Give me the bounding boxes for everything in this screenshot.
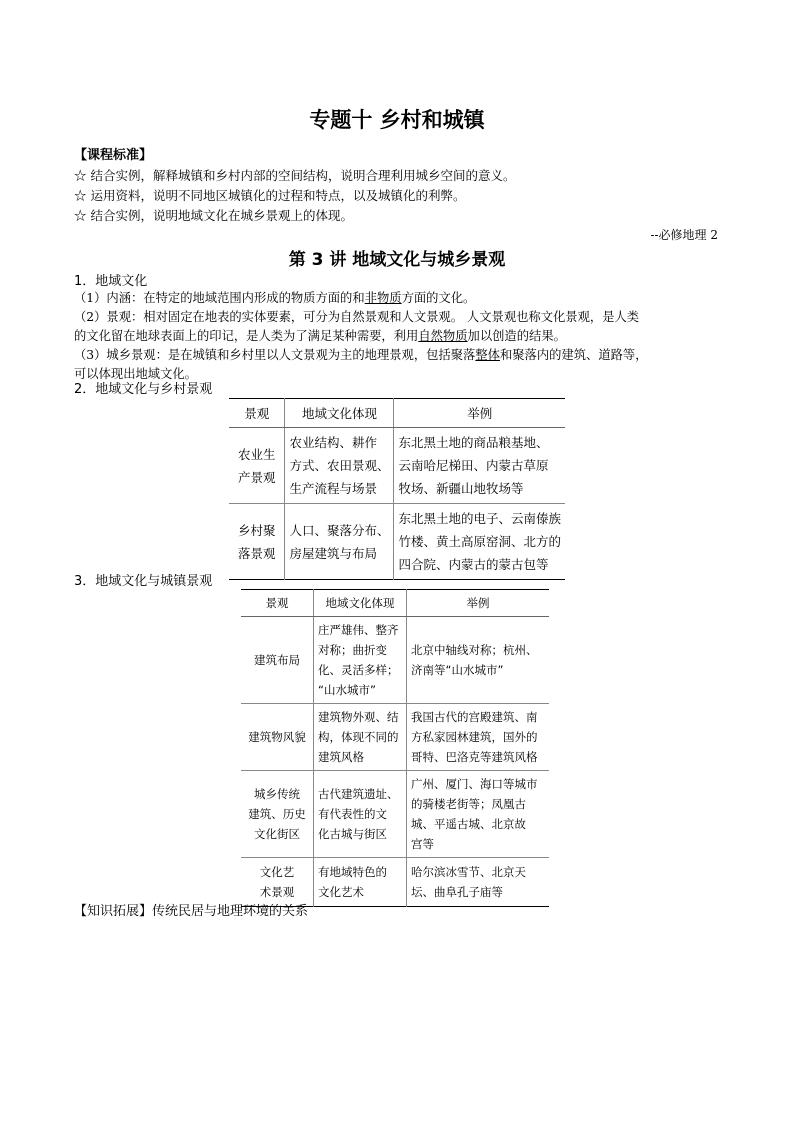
landscape-name: 建筑布局 bbox=[254, 653, 300, 667]
connotation-line: （1）内涵：在特定的地域范围内形成的物质方面的和非物质方面的文化。 bbox=[74, 291, 476, 305]
course-standards bbox=[74, 146, 734, 226]
table-row bbox=[241, 617, 549, 704]
table-header-row bbox=[241, 590, 549, 617]
culture-cell: 庄严雄伟、整齐 对称；曲折变 化、灵活多样； “山水城市” bbox=[314, 617, 407, 704]
table-header-row bbox=[229, 399, 565, 428]
column-header: 景观 bbox=[241, 590, 314, 617]
landscape-name: 建筑物风貌 bbox=[241, 704, 314, 771]
landscape-line: （2）景观：相对固定在地表的实体要素，可分为自然景观和人文景观。 人文景观也称文化景观，是人类 bbox=[74, 310, 640, 324]
table-row bbox=[241, 704, 549, 771]
column-header: 地域文化体现 bbox=[285, 399, 394, 428]
urban-rural-line: （3）城乡景观：是在城镇和乡村里以人文景观为主的地理景观，包括聚落整体和聚落内的建筑、道路等， bbox=[74, 348, 648, 362]
page-title: 专题十 乡村和城镇 bbox=[309, 108, 485, 132]
section3-heading: 3．地域文化与城镇景观 bbox=[74, 574, 213, 589]
column-header: 景观 bbox=[229, 399, 285, 428]
section1-paragraphs bbox=[74, 289, 734, 384]
column-header: 举例 bbox=[407, 590, 550, 617]
section2-heading: 2．地域文化与乡村景观 bbox=[74, 382, 213, 397]
example-cell: 东北黑土地的商品粮基地、 云南哈尼梯田、内蒙古草原 牧场、新疆山地牧场等 bbox=[394, 428, 565, 504]
urban-rural-line: 可以体现出地域文化。 bbox=[74, 367, 197, 381]
landscape-name: 农业生 产景观 bbox=[237, 446, 276, 485]
standards-heading: 【课程标准】 bbox=[74, 148, 153, 163]
standard-item: ☆ 运用资料，说明不同地区城镇化的过程和特点，以及城镇化的利弊。 bbox=[74, 188, 466, 203]
section1-heading: 1．地域文化 bbox=[74, 274, 148, 289]
standard-item: ☆ 结合实例，说明地域文化在城乡景观上的体现。 bbox=[74, 208, 353, 223]
table-row bbox=[241, 771, 549, 858]
example-cell: 东北黑土地的电子、云南傣族 竹楼、黄土高原窑洞、北方的 四合院、内蒙古的蒙古包等 bbox=[394, 504, 565, 580]
culture-cell: 人口、聚落分布、 房屋建筑与布局 bbox=[285, 504, 394, 580]
landscape-line: 的文化留在地球表面上的印记，是人类为了满足某种需要，利用自然物质加以创造的结果。 bbox=[74, 329, 566, 343]
urban-landscape-table bbox=[241, 589, 549, 907]
lecture-title: 第 3 讲 地域文化与城乡景观 bbox=[288, 250, 506, 270]
culture-cell: 建筑物外观、结 构，体现不同的 建筑风格 bbox=[314, 704, 407, 771]
example-cell: 北京中轴线对称；杭州、 济南等“山水城市” bbox=[407, 617, 550, 704]
example-cell: 我国古代的宫殿建筑、南 方私家园林建筑，国外的 哥特、巴洛克等建筑风格 bbox=[407, 704, 550, 771]
standards-source: --必修地理 2 bbox=[650, 228, 718, 242]
example-cell: 广州、厦门、海口等城市 的骑楼老街等；凤凰古 城、平遥古城、北京故 宫等 bbox=[407, 771, 550, 858]
culture-cell: 农业结构、耕作 方式、农田景观、 生产流程与场景 bbox=[285, 428, 394, 504]
standard-item: ☆ 结合实例，解释城镇和乡村内部的空间结构，说明合理利用城乡空间的意义。 bbox=[74, 168, 516, 183]
column-header: 举例 bbox=[394, 399, 565, 428]
culture-cell: 有地域特色的 文化艺术 bbox=[314, 858, 407, 907]
table-row bbox=[229, 504, 565, 580]
culture-cell: 古代建筑遗址、 有代表性的文 化古城与街区 bbox=[314, 771, 407, 858]
column-header: 地域文化体现 bbox=[314, 590, 407, 617]
landscape-name: 城乡传统 建筑、历史 文化街区 bbox=[241, 771, 314, 858]
knowledge-extension-heading: 【知识拓展】传统民居与地理环境的关系 bbox=[74, 904, 309, 919]
example-cell: 哈尔滨冰雪节、北京天 坛、曲阜孔子庙等 bbox=[407, 858, 550, 907]
rural-landscape-table bbox=[229, 398, 565, 580]
landscape-name: 乡村聚 落景观 bbox=[229, 504, 285, 580]
table-row bbox=[229, 428, 565, 504]
landscape-name: 文化艺 术景观 bbox=[241, 858, 314, 907]
